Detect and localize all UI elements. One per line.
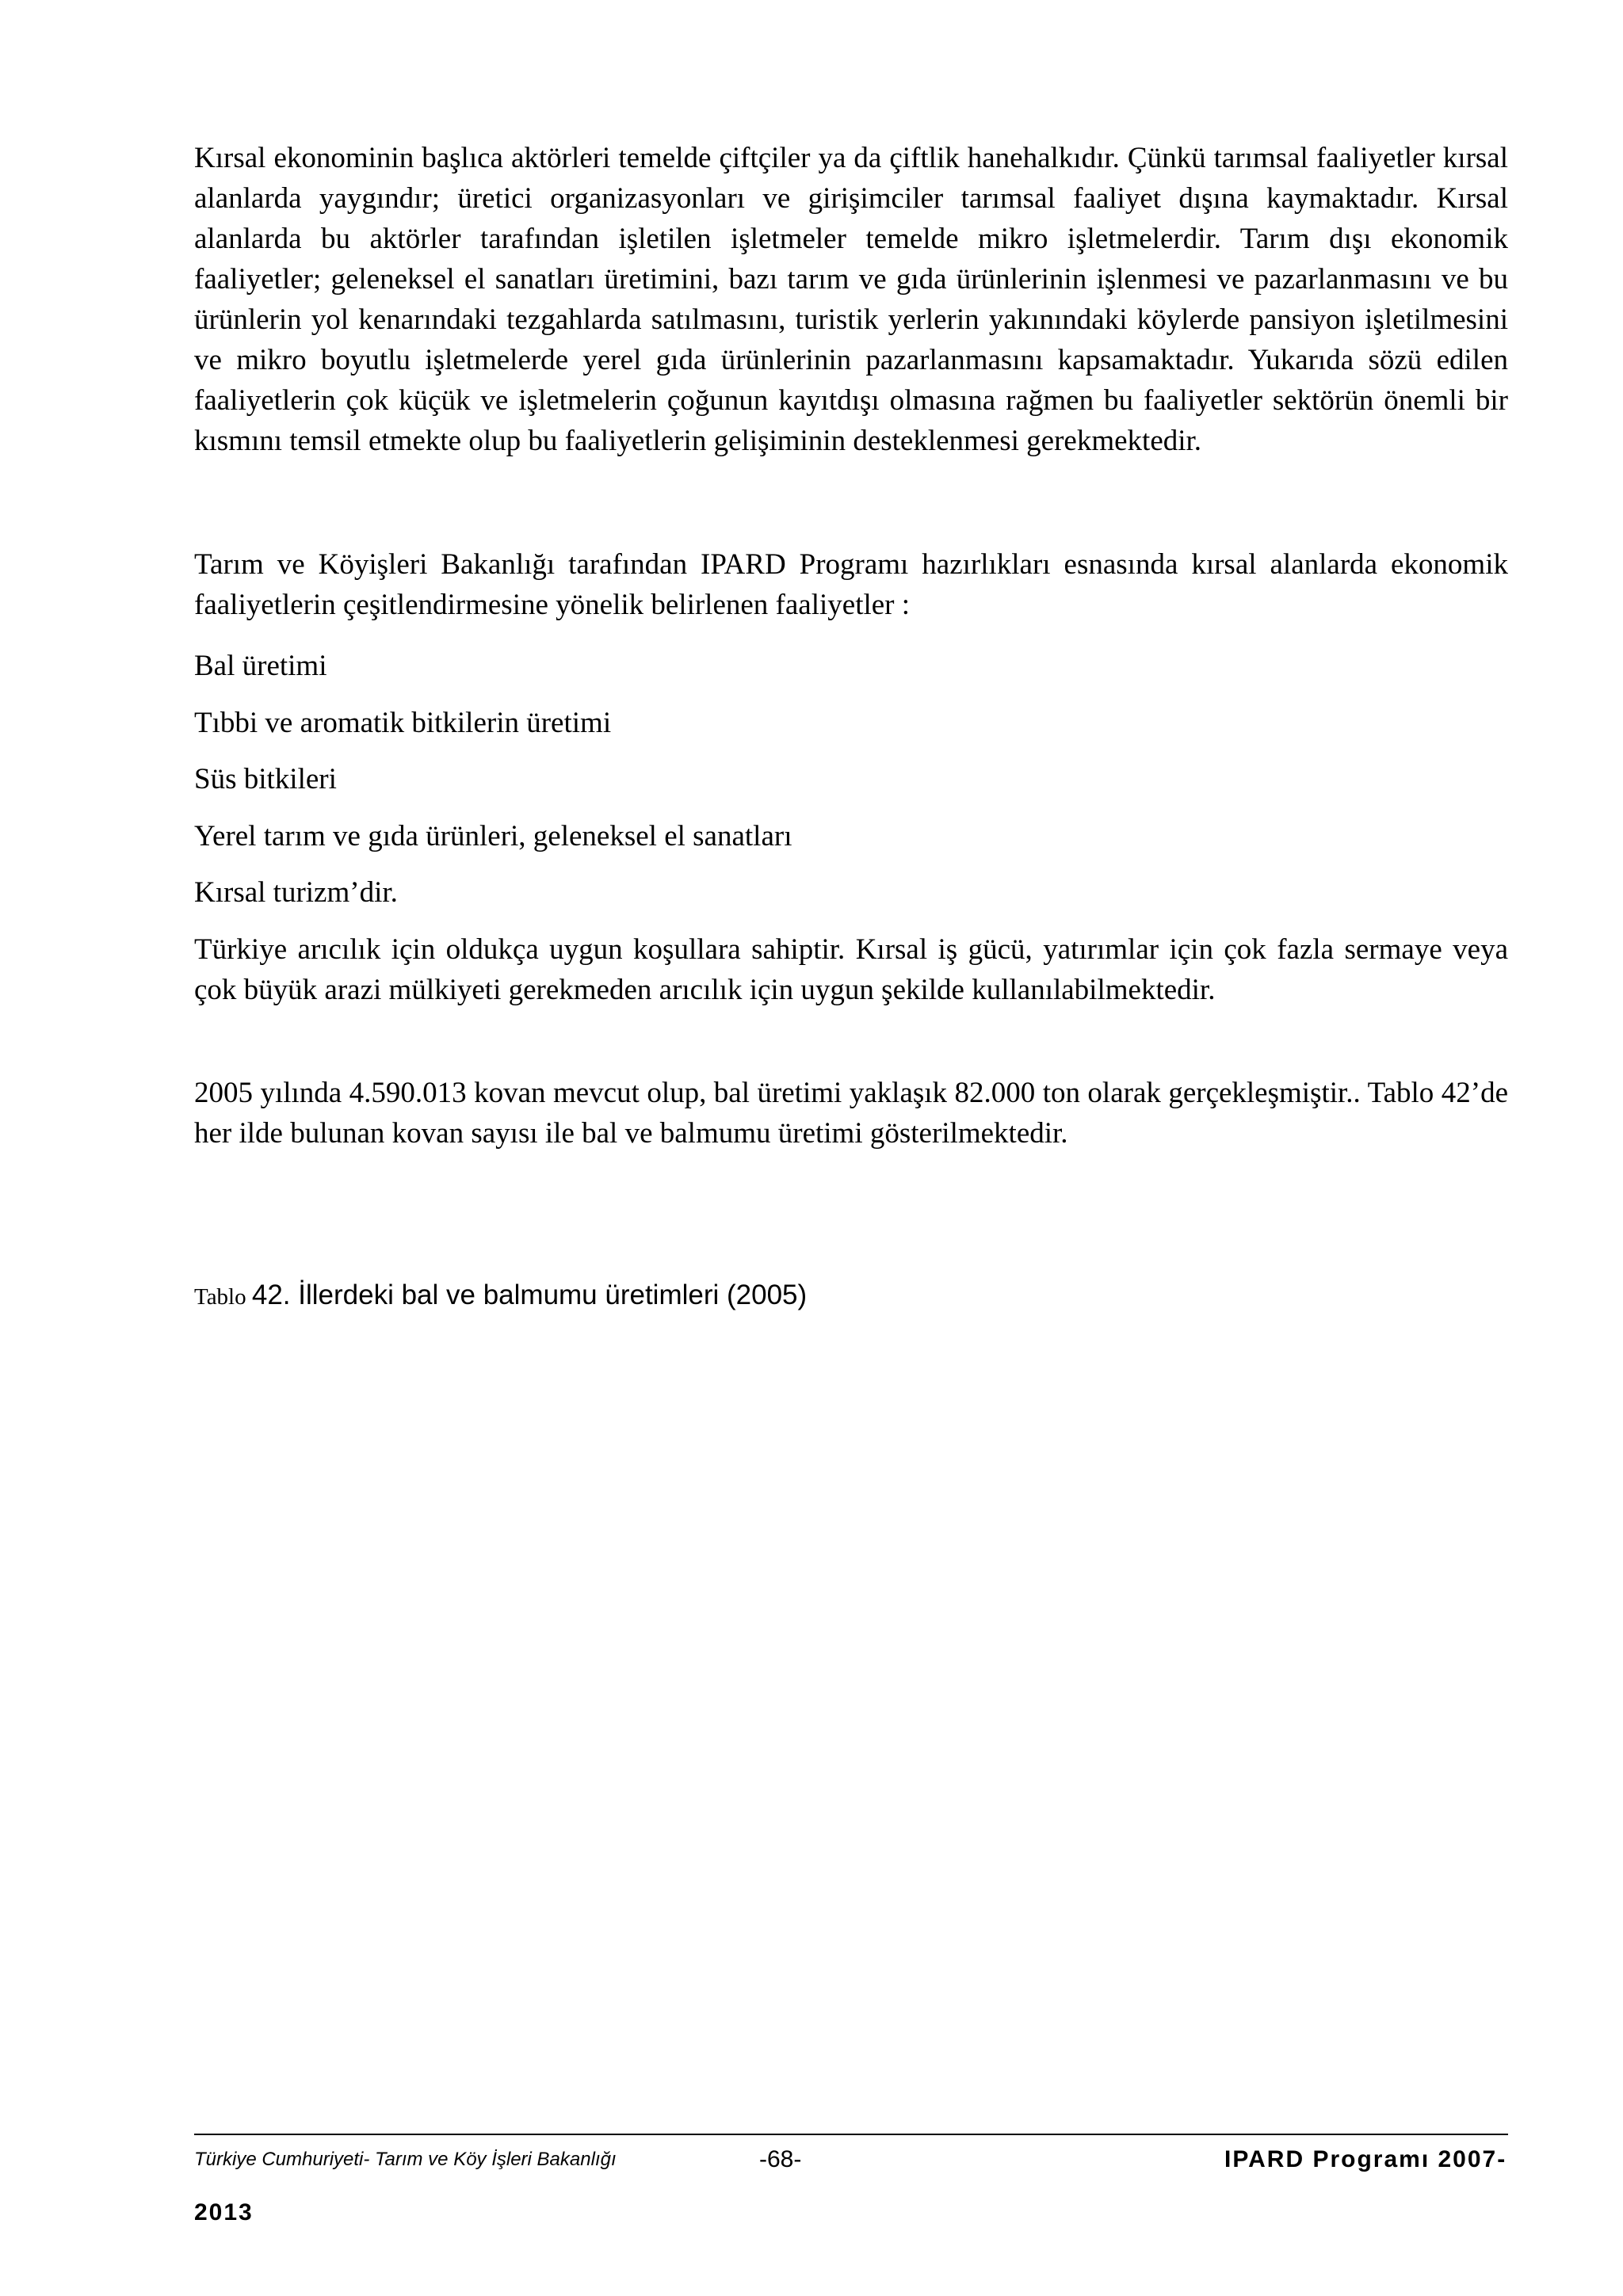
footer-ministry: Türkiye Cumhuriyeti- Tarım ve Köy İşleri Bakanlığı: [194, 2149, 617, 2170]
body-paragraph-ipard-activities: Tarım ve Köyişleri Bakanlığı tarafından IPARD Programı hazırlıkları esnasında kırsal alanlarda ekonomik faaliyetlerin çeşitlendirmesine yönelik belirlenen faaliyetler :: [194, 548, 1508, 621]
list-item: Tıbbi ve aromatik bitkilerin üretimi: [194, 707, 612, 739]
table-caption: [194, 1276, 807, 1316]
list-item: Kırsal turizm’dir.: [194, 876, 398, 909]
table-caption-prefix: Tablo: [194, 1284, 252, 1310]
list-item: Süs bitkileri: [194, 763, 337, 795]
body-paragraph-rural-actors: Kırsal ekonominin başlıca aktörleri temelde çiftçiler ya da çiftlik hanehalkıdır. Çünkü tarımsal faaliyetler kırsal alanlarda yaygındır; üretici organizasyonları ve girişimciler tarımsal faaliyet dışına kaymaktadır. Kırsal alanlarda bu aktörler tarafından işletilen işletmeler temelde mikro işletmelerdir. Tarım dışı ekonomik faaliyetler; geleneksel el sanatları üretimini, bazı tarım ve gıda ürünlerinin işlenmesi ve pazarlanmasını ve bu ürünlerin yol kenarındaki tezgahlarda satılmasını, turistik yerlerin yakınındaki köylerde pansiyon işletilmesini ve mikro boyutlu işletmelerde yerel gıda ürünlerinin pazarlanmasını kapsamaktadır. Yukarıda sözü edilen faaliyetlerin çok küçük ve işletmelerin çoğunun kayıtdışı olmasına rağmen bu faaliyetler sektörün önemli bir kısmını temsil etmekte olup bu faaliyetlerin gelişiminin desteklenmesi gerekmektedir.: [194, 142, 1508, 457]
list-item: Yerel tarım ve gıda ürünleri, geleneksel el sanatları: [194, 820, 792, 852]
list-item: Bal üretimi: [194, 650, 327, 682]
footer-divider: [194, 2134, 1508, 2135]
body-paragraph-hive-statistics: 2005 yılında 4.590.013 kovan mevcut olup, bal üretimi yaklaşık 82.000 ton olarak gerçekleşmiştir.. Tablo 42’de her ilde bulunan kovan sayısı ile bal ve balmumu üretimi gösterilmektedir.: [194, 1077, 1508, 1150]
footer-program-title: IPARD Programı 2007-: [1224, 2146, 1507, 2172]
footer-page-number: -68-: [759, 2146, 802, 2172]
body-paragraph-beekeeping: Türkiye arıcılık için oldukça uygun koşullara sahiptir. Kırsal iş gücü, yatırımlar için çok fazla sermaye veya çok büyük arazi mülkiyeti gerekmeden arıcılık için uygun şekilde kullanılabilmektedir.: [194, 933, 1508, 1006]
footer-program-year: 2013: [194, 2199, 254, 2225]
table-caption-text: 42. İllerdeki bal ve balmumu üretimleri (2005): [251, 1280, 808, 1310]
